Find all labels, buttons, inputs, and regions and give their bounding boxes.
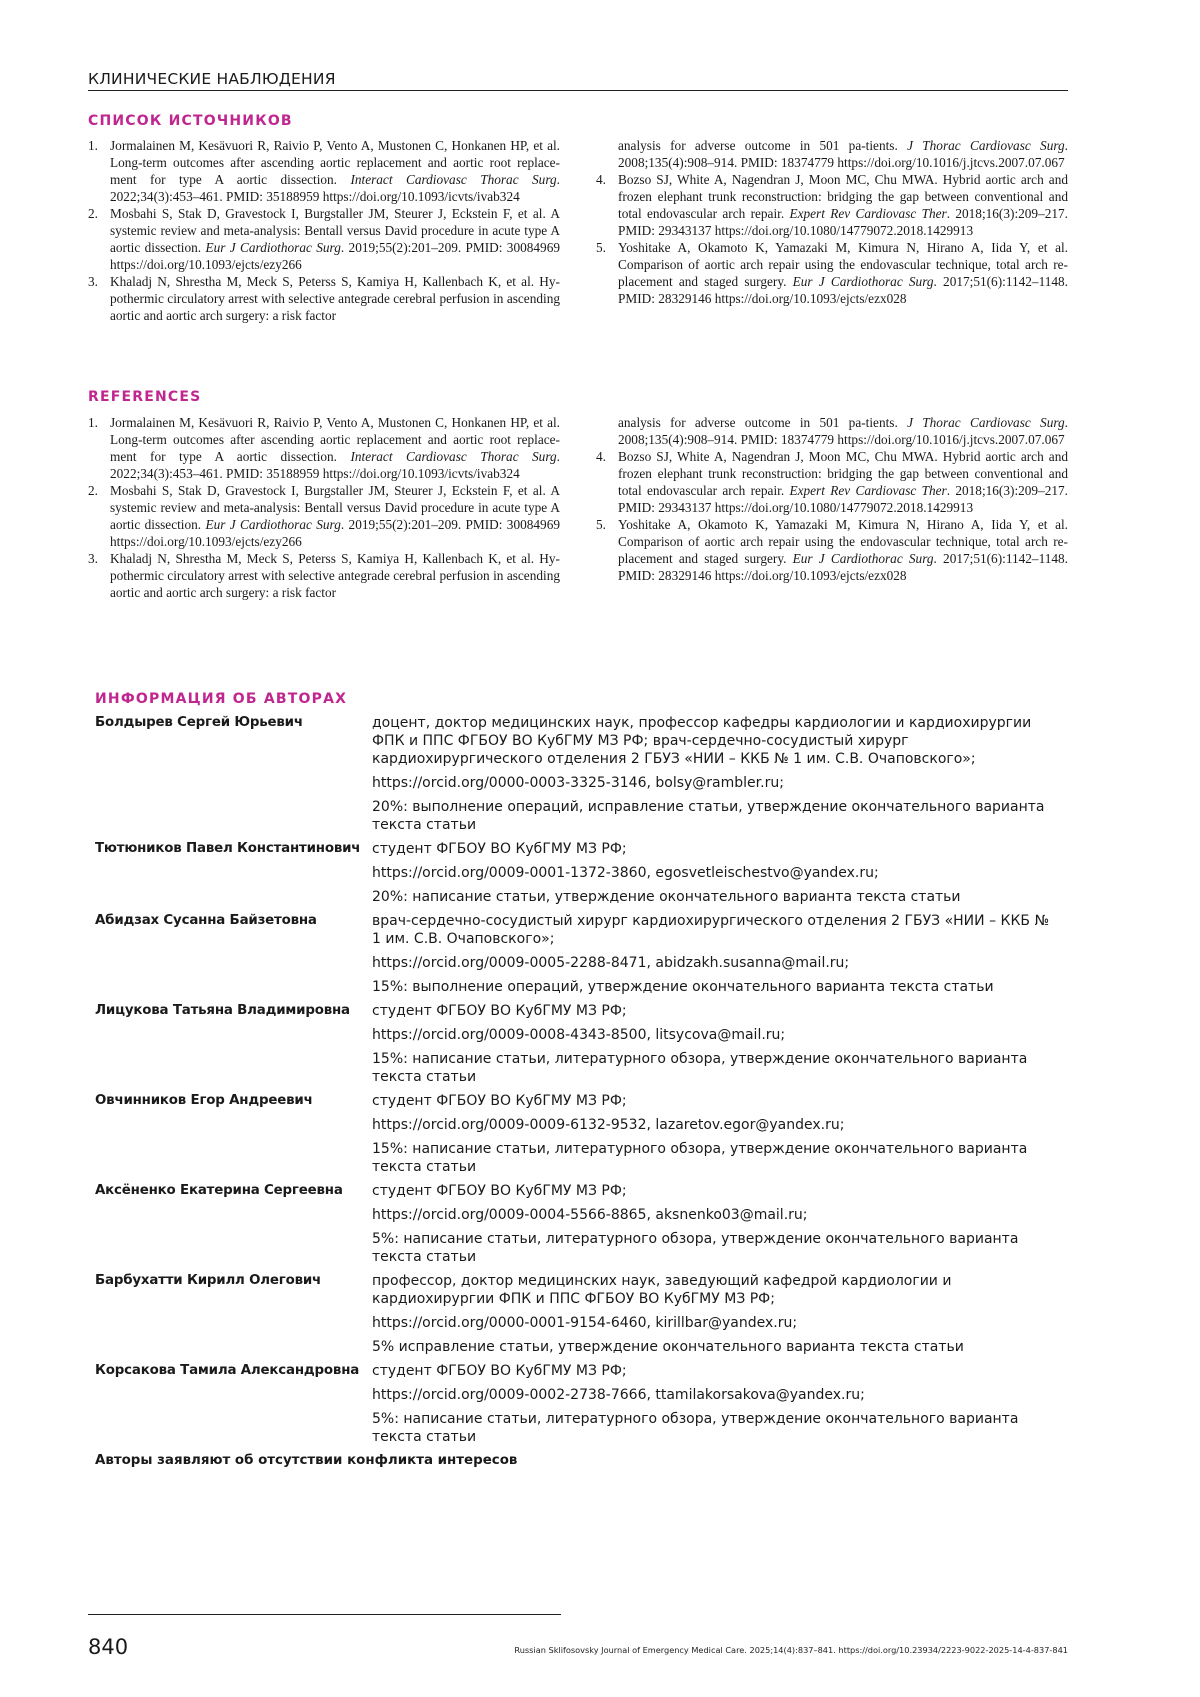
author-row [95, 1272, 1055, 1356]
author-position: студент ФГБОУ ВО КубГМУ МЗ РФ; [372, 841, 627, 857]
authors-table [95, 714, 1055, 1470]
conflict-of-interest-statement: Авторы заявляют об отсутствии конфликта интересов [95, 1453, 518, 1468]
author-contacts: https://orcid.org/0009-0009-6132-9532, lazaretov.egor@yandex.ru; [372, 1117, 845, 1133]
author-info [372, 1362, 1052, 1446]
author-info [372, 1092, 1052, 1176]
author-row [95, 912, 1055, 996]
author-contribution: 5%: написание статьи, литературного обзора, утверждение окончательного варианта текста статьи [372, 1231, 1019, 1265]
author-contacts: https://orcid.org/0009-0001-1372-3860, egosvetleischestvo@yandex.ru; [372, 865, 879, 881]
author-contribution: 15%: написание статьи, литературного обзора, утверждение окончательного варианта текста статьи [372, 1141, 1028, 1175]
reference-item-continued: analysis for adverse outcome in 501 pa-tients. J Thorac Cardiovasc Surg. 2008;135(4):908–914. PMID: 18374779 https://doi.org/10.1016/j.jtcvs.2007.07.067 [618, 138, 1068, 170]
author-row [95, 1362, 1055, 1446]
running-header: КЛИНИЧЕСКИЕ НАБЛЮДЕНИЯ [88, 70, 1068, 91]
author-info [372, 1182, 1052, 1266]
author-info [372, 1002, 1052, 1086]
references-title: REFERENCES [88, 389, 202, 405]
author-name: Овчинников Егор Андреевич [95, 1093, 313, 1108]
author-name: Корсакова Тамила Александровна [95, 1363, 360, 1378]
author-row [95, 840, 1055, 906]
reference-item: 4. Bozso SJ, White A, Nagendran J, Moon MC, Chu MWA. Hybrid aortic arch and frozen elephant trunk reconstruction: bridging the gap between conventional and total endovascular arch repair. Expert Rev Cardiovasc Ther. 2018;16(3):209–217. PMID: 29343137 https://doi.org/10.1080/14779072.2018.1429913 [596, 172, 1068, 238]
reference-item: 1. Jormalainen M, Kesävuori R, Raivio P, Vento A, Mustonen C, Honkanen HP, et al. Long-term outcomes after ascending aortic replacement and aortic root replace-ment for type A aortic dissection. Interact Cardiovasc Thorac Surg. 2022;34(3):453–461. PMID: 35188959 https://doi.org/10.1093/icvts/ivab324 [88, 415, 560, 481]
author-contribution: 15%: выполнение операций, утверждение окончательного варианта текста статьи [372, 979, 994, 995]
author-contacts: https://orcid.org/0000-0003-3325-3146, bolsy@rambler.ru; [372, 775, 784, 791]
author-name: Барбухатти Кирилл Олегович [95, 1273, 322, 1288]
author-contribution: 5% исправление статьи, утверждение окончательного варианта текста статьи [372, 1339, 964, 1355]
reference-item: 3. Khaladj N, Shrestha M, Meck S, Peterss S, Kamiya H, Kallenbach K, et al. Hy-pothermic circulatory arrest with selective antegrade cerebral perfusion in ascending aortic and aortic arch surgery: a risk factor [88, 274, 560, 323]
reference-item: 2. Mosbahi S, Stak D, Gravestock I, Burgstaller JM, Steurer J, Eckstein F, et al. A systemic review and meta-analysis: Bentall versus David procedure in acute type A aortic dissection. Eur J Cardiothorac Surg. 2019;55(2):201–209. PMID: 30084969 https://doi.org/10.1093/ejcts/ezy266 [88, 483, 560, 549]
author-position: доцент, доктор медицинских наук, профессор кафедры кардиологии и кардиохирургии ФПК и ППС ФГБОУ ВО КубГМУ МЗ РФ; врач-сердечно-сосудистый хирург кардиохирургического отделения 2 ГБУЗ «НИИ – ККБ № 1 им. С.В. Очаповского»; [372, 715, 1032, 767]
reference-item-continued: analysis for adverse outcome in 501 pa-tients. J Thorac Cardiovasc Surg. 2008;135(4):908–914. PMID: 18374779 https://doi.org/10.1016/j.jtcvs.2007.07.067 [618, 415, 1068, 447]
author-contribution: 5%: написание статьи, литературного обзора, утверждение окончательного варианта текста статьи [372, 1411, 1019, 1445]
sources-column-left [88, 137, 560, 324]
author-contribution: 20%: выполнение операций, исправление статьи, утверждение окончательного варианта текста статьи [372, 799, 1045, 833]
author-position: студент ФГБОУ ВО КубГМУ МЗ РФ; [372, 1183, 627, 1199]
author-contacts: https://orcid.org/0009-0004-5566-8865, aksnenko03@mail.ru; [372, 1207, 808, 1223]
author-info [372, 840, 1052, 906]
reference-item: 5. Yoshitake A, Okamoto K, Yamazaki M, Kimura N, Hirano A, Iida Y, et al. Comparison of aortic arch repair using the endovascular technique, total arch re-placement and staged surgery. Eur J Cardiothorac Surg. 2017;51(6):1142–1148. PMID: 28329146 https://doi.org/10.1093/ejcts/ezx028 [596, 517, 1069, 583]
footer-citation: Russian Sklifosovsky Journal of Emergency Medical Care. 2025;14(4):837–841. https://doi.org/10.23934/2223-9022-2025-14-4-837-841 [514, 1645, 1068, 1655]
author-position: студент ФГБОУ ВО КубГМУ МЗ РФ; [372, 1093, 627, 1109]
reference-item: 2. Mosbahi S, Stak D, Gravestock I, Burgstaller JM, Steurer J, Eckstein F, et al. A systemic review and meta-analysis: Bentall versus David procedure in acute type A aortic dissection. Eur J Cardiothorac Surg. 2019;55(2):201–209. PMID: 30084969 https://doi.org/10.1093/ejcts/ezy266 [88, 206, 560, 272]
author-name: Тютюников Павел Константинович [95, 841, 361, 856]
author-name: Абидзах Сусанна Байзетовна [95, 913, 317, 928]
author-contacts: https://orcid.org/0009-0008-4343-8500, litsycova@mail.ru; [372, 1027, 786, 1043]
author-info [372, 912, 1052, 996]
author-row [95, 1092, 1055, 1176]
author-row [95, 1182, 1055, 1266]
author-position: студент ФГБОУ ВО КубГМУ МЗ РФ; [372, 1003, 627, 1019]
reference-item: 1. Jormalainen M, Kesävuori R, Raivio P, Vento A, Mustonen C, Honkanen HP, et al. Long-term outcomes after ascending aortic replacement and aortic root replace-ment for type A aortic dissection. Interact Cardiovasc Thorac Surg. 2022;34(3):453–461. PMID: 35188959 https://doi.org/10.1093/icvts/ivab324 [88, 138, 560, 204]
author-info [372, 714, 1052, 834]
author-contribution: 20%: написание статьи, утверждение окончательного варианта текста статьи [372, 889, 961, 905]
references-column-right [596, 414, 1068, 584]
reference-item: 5. Yoshitake A, Okamoto K, Yamazaki M, Kimura N, Hirano A, Iida Y, et al. Comparison of aortic arch repair using the endovascular technique, total arch re-placement and staged surgery. Eur J Cardiothorac Surg. 2017;51(6):1142–1148. PMID: 28329146 https://doi.org/10.1093/ejcts/ezx028 [596, 240, 1069, 306]
author-contacts: https://orcid.org/0009-0005-2288-8471, abidzakh.susanna@mail.ru; [372, 955, 850, 971]
author-position: студент ФГБОУ ВО КубГМУ МЗ РФ; [372, 1363, 627, 1379]
page-number: 840 [88, 1635, 129, 1659]
author-row [95, 1002, 1055, 1086]
author-name: Лицукова Татьяна Владимировна [95, 1003, 350, 1018]
author-position: профессор, доктор медицинских наук, заведующий кафедрой кардиологии и кардиохирургии ФПК и ППС ФГБОУ ВО КубГМУ МЗ РФ; [372, 1273, 952, 1307]
author-name: Аксёненко Екатерина Сергеевна [95, 1183, 343, 1198]
reference-item: 3. Khaladj N, Shrestha M, Meck S, Peterss S, Kamiya H, Kallenbach K, et al. Hy-pothermic circulatory arrest with selective antegrade cerebral perfusion in ascending aortic and aortic arch surgery: a risk factor [88, 551, 560, 600]
author-position: врач-сердечно-сосудистый хирург кардиохирургического отделения 2 ГБУЗ «НИИ – ККБ № 1 им. С.В. Очаповского»; [372, 913, 1050, 947]
author-name: Болдырев Сергей Юрьевич [95, 715, 303, 730]
references-column-left [88, 414, 560, 601]
author-contacts: https://orcid.org/0009-0002-2738-7666, ttamilakorsakova@yandex.ru; [372, 1387, 865, 1403]
author-contacts: https://orcid.org/0000-0001-9154-6460, kirillbar@yandex.ru; [372, 1315, 798, 1331]
author-info [372, 1272, 1052, 1356]
footer-rule [88, 1614, 561, 1615]
author-row [95, 714, 1055, 834]
sources-column-right [596, 137, 1068, 307]
reference-item: 4. Bozso SJ, White A, Nagendran J, Moon MC, Chu MWA. Hybrid aortic arch and frozen elephant trunk reconstruction: bridging the gap between conventional and total endovascular arch repair. Expert Rev Cardiovasc Ther. 2018;16(3):209–217. PMID: 29343137 https://doi.org/10.1080/14779072.2018.1429913 [596, 449, 1068, 515]
authors-title: ИНФОРМАЦИЯ ОБ АВТОРАХ [95, 691, 348, 707]
sources-title: СПИСОК ИСТОЧНИКОВ [88, 113, 293, 129]
author-contribution: 15%: написание статьи, литературного обзора, утверждение окончательного варианта текста статьи [372, 1051, 1028, 1085]
